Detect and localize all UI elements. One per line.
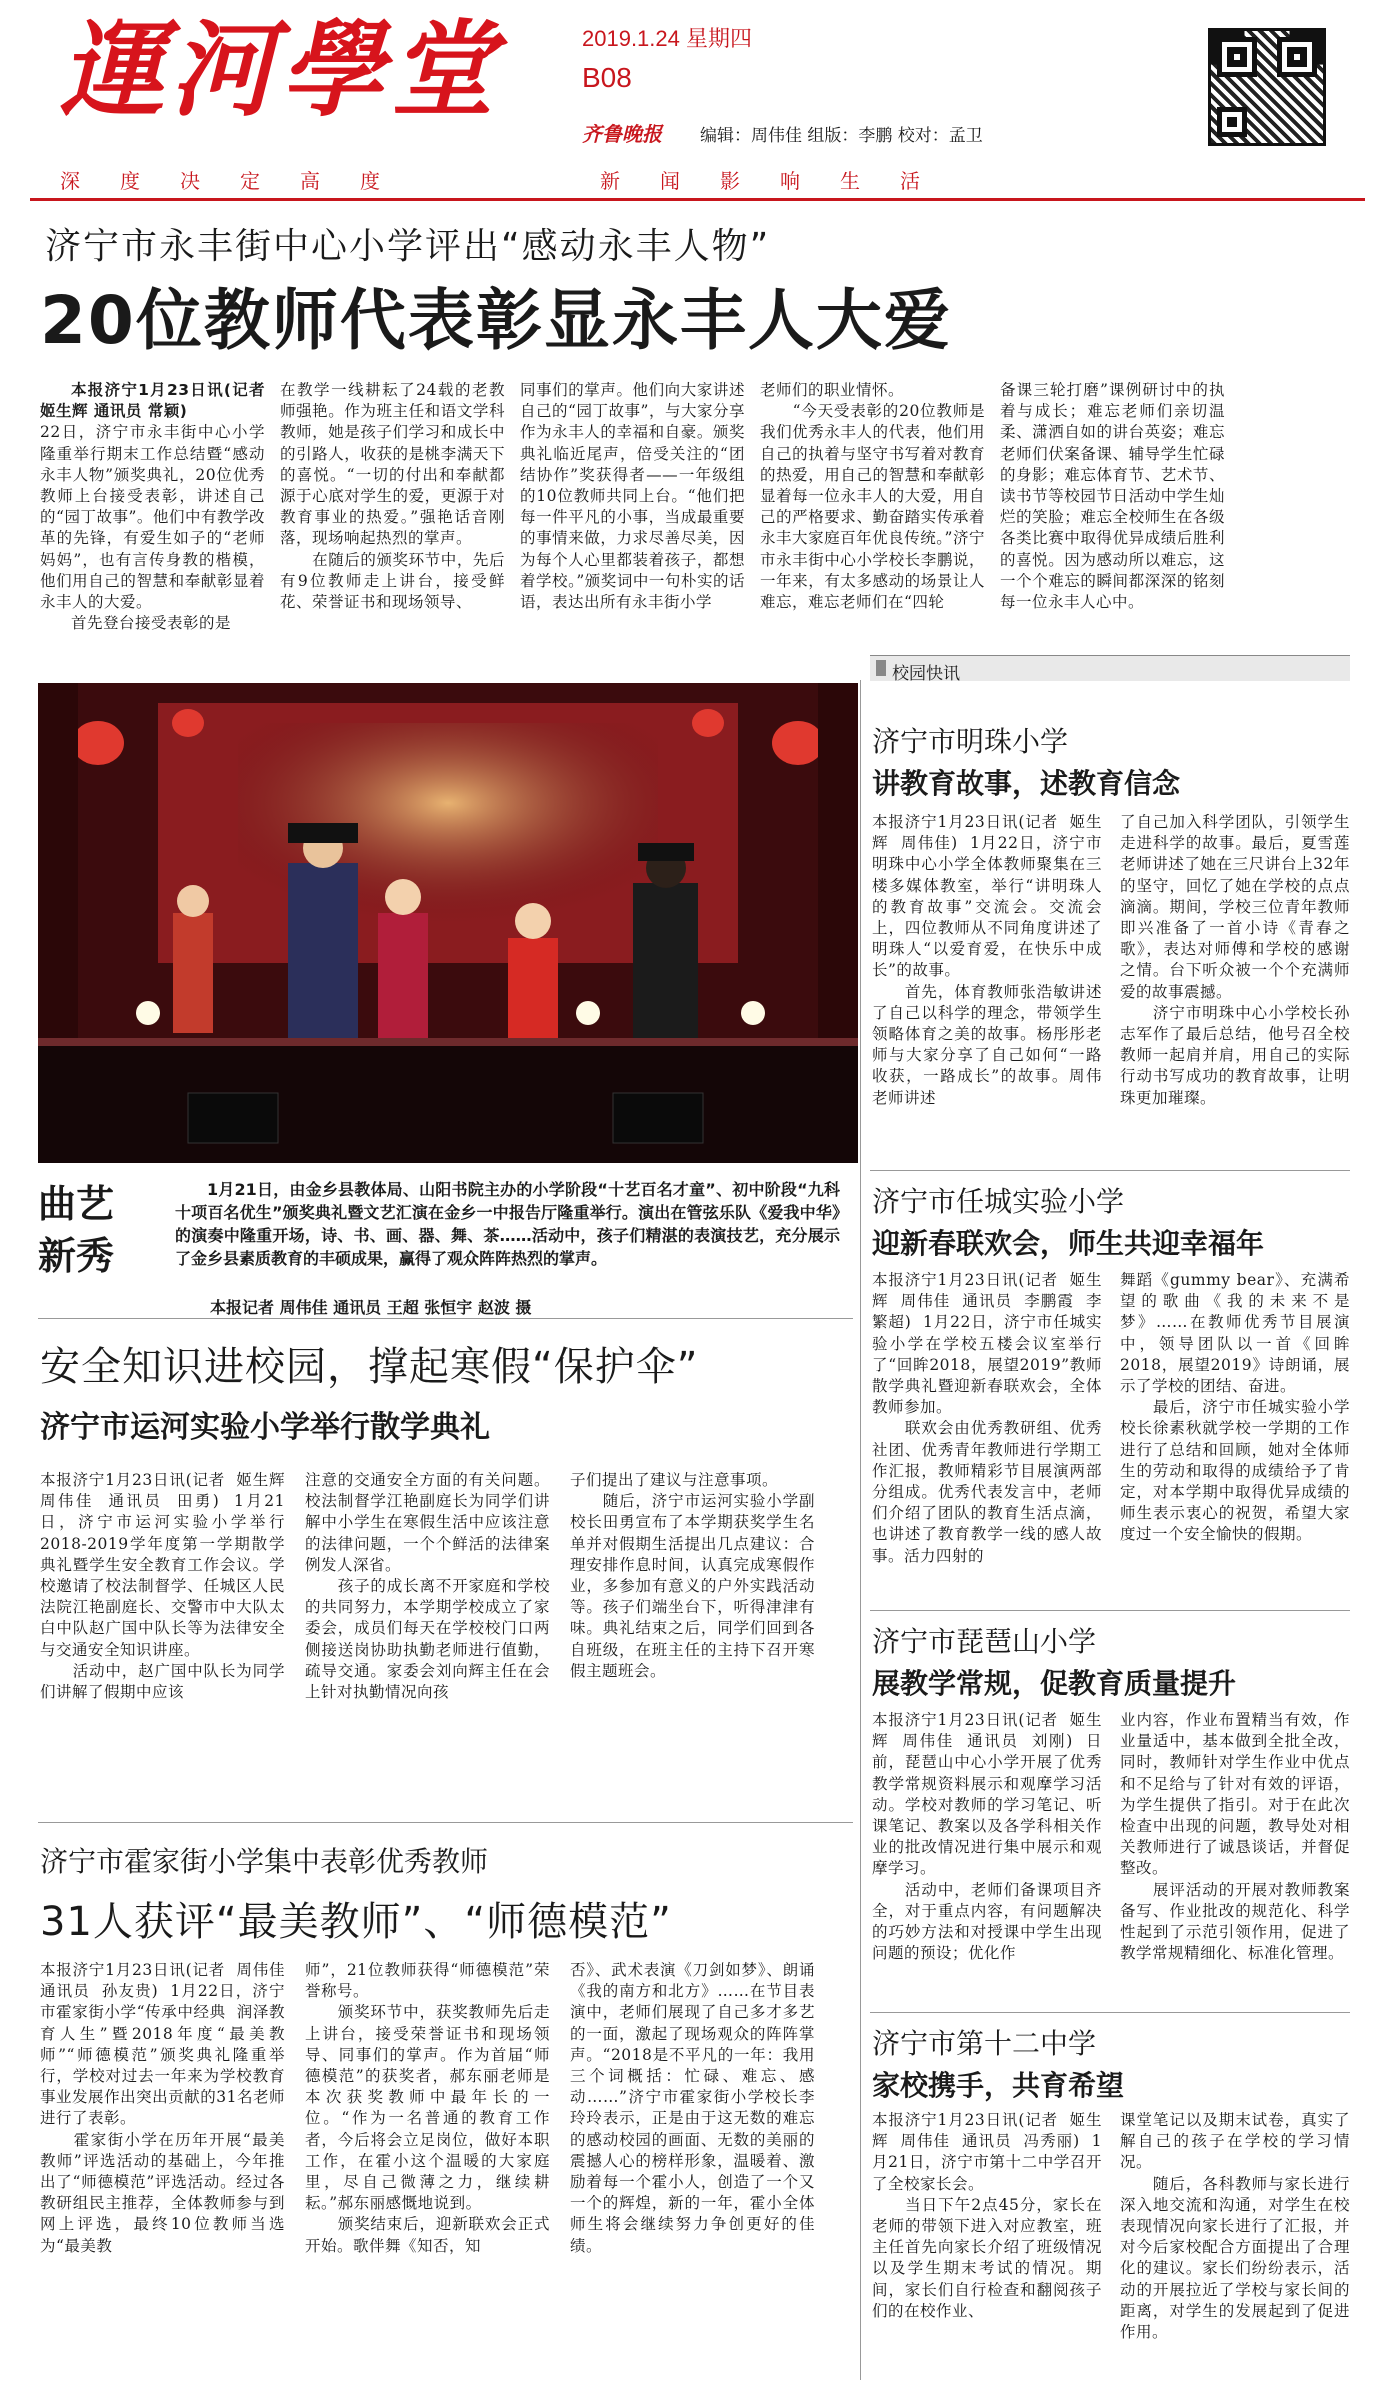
twelfth-headline: 家校携手，共育希望 [872, 2069, 1125, 2102]
yunhe-subhead: 济宁市运河实验小学举行散学典礼 [40, 1410, 490, 1445]
yunhe-column-1: 本报济宁1月23日讯(记者 姬生辉 周伟佳 通讯员 田勇) 1月21日，济宁市运河实验小学举行2018-2019学年度第一学期散学典礼暨学生安全教育工作会议。学校邀请了校法制督学、任城区人民法院江艳副庭长、交警市中大队太白中队赵广国中队长等为法律安全与交通安全知识讲座。 活动中，赵广国中队长为同学们讲解了假期中应该 [40, 1471, 285, 1702]
rencheng-kicker: 济宁市任城实验小学 [872, 1185, 1125, 1218]
mingzhu-column-2: 了自己加入科学团队，引领学生走进科学的故事。最后，夏雪莲老师讲述了她在三尺讲台上32年的坚守，回忆了她在学校的点点滴滴。期间，学校三位青年教师即兴准备了一首小诗《青春之歌》，表达对师傅和学校的感谢之情。台下听众被一个个充满师爱的故事震撼。 济宁市明珠中心小学校长孙志军作了最后总结，他号召全校教师一起肩并肩，用自己的实际行动书写成功的教育故事，让明珠更加璀璨。 [1120, 813, 1350, 1107]
divider [870, 1170, 1350, 1171]
masthead-rule [30, 198, 1365, 201]
divider [38, 1318, 853, 1319]
mingzhu-column-1: 本报济宁1月23日讯(记者 姬生辉 周伟佳) 1月22日，济宁市明珠中心小学全体教师聚集在三楼多媒体教室，举行“讲明珠人的教育故事”交流会。交流会上，四位教师从不同角度讲述了明珠人“以爱育爱，在快乐中成长”的故事。 首先，体育教师张浩敏讲述了自己以科学的理念，带领学生领略体育之美的故事。杨彤彤老师与大家分享了自己如何“一路收获，一路成长”的故事。周伟老师讲述 [872, 813, 1102, 1107]
pipashan-headline: 展教学常规，促教育质量提升 [872, 1667, 1237, 1700]
divider [870, 1610, 1350, 1611]
divider [870, 2012, 1350, 2013]
pipashan-column-2: 业内容，作业布置精当有效，作业量适中，基本做到全批全改，同时，教师针对学生作业中优点和不足给与了针对有效的评语，为学生提供了指引。对于在此次检查中出现的问题，教导处对相关教师进行了诚恳谈话，并督促整改。 展评活动的开展对教师教案备写、作业批改的规范化、科学性起到了示范引领作用，促进了教学常规精细化、标准化管理。 [1120, 1711, 1350, 1963]
rencheng-column-2: 舞蹈《gummy bear》、充满希望的歌曲《我的未来不是梦》……在教师优秀节目展演中，领导团队以一首《回眸2018，展望2019》诗朗诵，展示了学校的团结、奋进。 最后，济宁市任城实验小学校长徐素秋就学校一学期的工作进行了总结和回顾，她对全体师生的劳动和取得的成绩给予了肯定，对本学期中取得优异成绩的师生表示衷心的祝贺，希望大家度过一个安全愉快的假期。 [1120, 1271, 1350, 1544]
qr-code-icon[interactable] [1208, 28, 1326, 146]
bar-marker-icon [876, 660, 886, 676]
huojiajie-column-1: 本报济宁1月23日讯(记者 周伟佳 通讯员 孙友贵) 1月22日，济宁市霍家街小学“传承中经典 润泽教育人生”暨2018年度“最美教师”“师德模范”颁奖典礼隆重举行，学校对过去一年来为学校教育事业发展作出突出贡献的31名老师进行了表彰。 霍家街小学在历年开展“最美教师”评选活动的基础上，今年推出了“师德模范”评选活动。经过各教研组民主推荐，全体教师参与到网上评选，最终10位教师当选为“最美教 [40, 1961, 285, 2255]
rencheng-column-1: 本报济宁1月23日讯(记者 姬生辉 周伟佳 通讯员 李鹏霞 李繁超) 1月22日，济宁市任城实验小学在学校五楼会议室举行了“回眸2018，展望2019”教师散学典礼暨迎新春联欢会，全体教师参加。 联欢会由优秀教研组、优秀社团、优秀青年教师进行学期工作汇报，教师精彩节目展演两部分组成。优秀代表发言中，老师们介绍了团队的教育生活点滴，也讲述了教育教学一线的感人故事。活力四射的 [872, 1271, 1102, 1565]
lead-dateline: 本报济宁1月23日讯(记者 姬生辉 通讯员 常颖) [40, 381, 265, 421]
campus-flash-label: 校园快讯 [892, 664, 960, 684]
lead-column-3: 同事们的掌声。他们向大家讲述自己的“园丁故事”，与大家分享作为永丰人的幸福和自豪。颁奖典礼临近尾声，倍受关注的“团结协作”奖获得者——一年级组的10位教师共同上台。“他们把每一件平凡的小事，当成最重要的事情来做，力求尽善尽美，因为每个人心里都装着孩子，都想着学校。”颁奖词中一句朴实的话语，表达出所有永丰街小学 [520, 381, 745, 612]
photo-caption-body: 1月21日，由金乡县教体局、山阳书院主办的小学阶段“十艺百名才童”、初中阶段“九科十项百名优生”颁奖典礼暨文艺汇演在金乡一中报告厅隆重举行。演出在管弦乐队《爱我中华》的演奏中隆重开场，诗、书、画、器、舞、茶……活动中，孩子们精湛的表演技艺，充分展示了金乡县素质教育的丰硕成果，赢得了观众阵阵热烈的掌声。 [175, 1180, 840, 1268]
lead-subhead: 济宁市永丰街中心小学评出“感动永丰人物” [45, 226, 771, 267]
yunhe-column-2: 注意的交通安全方面的有关问题。校法制督学江艳副庭长为同学们讲解中小学生在寒假生活中应该注意的法律问题，一个个鲜活的法律案例发人深省。 孩子的成长离不开家庭和学校的共同努力，本学期学校成立了家委会，成员们每天在学校校门口两侧接送岗协助执勤老师进行值勤，疏导交通。家委会刘向辉主任在会上针对执勤情况向孩 [305, 1471, 550, 1702]
twelfth-column-1: 本报济宁1月23日讯(记者 姬生辉 周伟佳 通讯员 冯秀丽) 1月21日，济宁市第十二中学召开了全校家长会。 当日下午2点45分，家长在老师的带领下进入对应教室，班主任首先向家长介绍了班级情况以及学生期末考试的情况。期间，家长们自行检查和翻阅孩子们的在校作业、 [872, 2111, 1102, 2320]
huojiajie-column-3: 否》、武术表演《刀剑如梦》、朗诵《我的南方和北方》……在节目表演中，老师们展现了自己多才多艺的一面，激起了现场观众的阵阵掌声。“2018是不平凡的一年：我用三个词概括：忙碌、难忘、感动……”济宁市霍家街小学校长李玲玲表示，正是由于这无数的难忘的感动校园的画面、无数的美丽的震撼人心的榜样形象，温暖着、激励着每一个霍小人，创造了一个又一个的辉煌，新的一年，霍小全体师生将会继续努力争创更好的佳绩。 [570, 1961, 815, 2255]
campus-flash-bar [870, 655, 1350, 684]
photo-credit: 本报记者 周伟佳 通讯员 王超 张恒宇 赵波 摄 [210, 1298, 532, 1317]
huojiajie-kicker: 济宁市霍家街小学集中表彰优秀教师 [40, 1845, 489, 1878]
huojiajie-headline: 31人获评“最美教师”、“师德模范” [40, 1899, 672, 1945]
mingzhu-kicker: 济宁市明珠小学 [872, 725, 1069, 758]
column-divider [860, 680, 861, 2380]
twelfth-column-2: 课堂笔记以及期末试卷，真实了解自己的孩子在学校的学习情况。 随后，各科教师与家长进行深入地交流和沟通，对学生在校表现情况向家长进行了汇报，并对今后家校配合方面提出了合理化的建议。家长们纷纷表示，活动的开展拉近了学校与家长间的距离，对学生的发展起到了促进作用。 [1120, 2111, 1350, 2342]
lead-headline: 20位教师代表彰显永丰人大爱 [40, 282, 952, 359]
slogan-right: 新闻影响生活 [600, 169, 960, 193]
page-number: B08 [582, 62, 632, 93]
pipashan-column-1: 本报济宁1月23日讯(记者 姬生辉 周伟佳 通讯员 刘刚) 日前，琵琶山中心小学开展了优秀教学常规资料展示和观摩学习活动。学校对教师的学习笔记、听课笔记、教案以及各学科相关作业的批改情况进行集中展示和观摩学习。 活动中，老师们备课项目齐全，对于重点内容，有问题解决的巧妙方法和对授课中学生出现问题的预设；优化作 [872, 1711, 1102, 1963]
stage-performance-photo [38, 683, 858, 1163]
mingzhu-headline: 讲教育故事，述教育信念 [872, 767, 1181, 800]
pipashan-kicker: 济宁市琵琶山小学 [872, 1625, 1097, 1658]
masthead-logo: 運河學堂 [60, 8, 501, 131]
paper-logo: 齐鲁晚报 [582, 122, 662, 146]
huojiajie-column-2: 师”，21位教师获得“师德模范”荣誉称号。 颁奖环节中，获奖教师先后走上讲台，接受荣誉证书和现场领导、同事们的掌声。作为首届“师德模范”的获奖者，郝东丽老师是本次获奖教师中最年长的一位。“作为一名普通的教育工作者，今后将会立足岗位，做好本职工作，在霍小这个温暖的大家庭里，尽自己微薄之力，继续耕耘。”郝东丽感慨地说到。 颁奖结束后，迎新联欢会正式开始。歌伴舞《知否，知 [305, 1961, 550, 2255]
photo-caption-title: 曲艺新秀 [38, 1182, 115, 1278]
divider [38, 1822, 853, 1823]
lead-paragraph: 首先登台接受表彰的是 [71, 614, 232, 633]
lead-column-2: 在教学一线耕耘了24载的老教师强艳。作为班主任和语文学科教师，她是孩子们学习和成长中的引路人，收获的是桃李满天下的喜悦。“一切的付出和奉献都源于心底对学生的爱，更源于对教育事业的热爱。”强艳话音刚落，现场响起热烈的掌声。 在随后的颁奖环节中，先后有9位教师走上讲台，接受鲜花、荣誉证书和现场领导、 [280, 381, 505, 612]
photo-illustration [38, 683, 858, 1163]
rencheng-headline: 迎新春联欢会，师生共迎幸福年 [872, 1227, 1265, 1260]
yunhe-column-3: 子们提出了建议与注意事项。 随后，济宁市运河实验小学副校长田勇宣布了本学期获奖学生名单并对假期生活提出几点建议：合理安排作息时间，认真完成寒假作业，多参加有意义的户外实践活动等。孩子们端坐台下，听得津津有味。典礼结束之后，同学们回到各自班级，在班主任的主持下召开寒假主题班会。 [570, 1471, 815, 1680]
lead-column-1 [40, 380, 265, 634]
lead-column-4: 老师们的职业情怀。 “今天受表彰的20位教师是我们优秀永丰人的代表，他们用自己的执着与坚守书写着对教育的热爱，用自己的智慧和奉献彰显着每一位永丰人的大爱，用自己的严格要求、勤奋踏实传承着永丰大家庭百年优良传统。”济宁市永丰街中心小学校长李鹏说，一年来，有太多感动的场景让人难忘，难忘老师们在“四轮 [760, 381, 985, 612]
issue-date: 2019.1.24 星期四 [582, 26, 752, 51]
twelfth-kicker: 济宁市第十二中学 [872, 2027, 1097, 2060]
slogan-left: 深度决定高度 [60, 169, 420, 193]
lead-paragraph: 22日，济宁市永丰街中心小学隆重举行期末工作总结暨“感动永丰人物”颁奖典礼，20位优秀教师上台接受表彰，讲述自己的“园丁故事”。他们中有教学改革的先锋，有爱生如子的“老师妈妈”，也有言传身教的楷模，他们用自己的智慧和奉献彰显着永丰人的大爱。 [40, 423, 265, 612]
yunhe-headline: 安全知识进校园，撑起寒假“保护伞” [40, 1344, 699, 1390]
editor-credits: 编辑：周伟佳 组版：李鹏 校对：孟卫 [700, 126, 983, 146]
lead-column-5: 备课三轮打磨”课例研讨中的执着与成长；难忘老师们亲切温柔、潇洒自如的讲台英姿；难忘老师们伏案备课、辅导学生忙碌的身影；难忘体育节、艺术节、读书节等校园节日活动中学生灿烂的笑脸；难忘全校师生在各级各类比赛中取得优异成绩后胜利的喜悦。因为感动所以难忘，这一个个难忘的瞬间都深深的铭刻每一位永丰人心中。 [1000, 381, 1225, 612]
